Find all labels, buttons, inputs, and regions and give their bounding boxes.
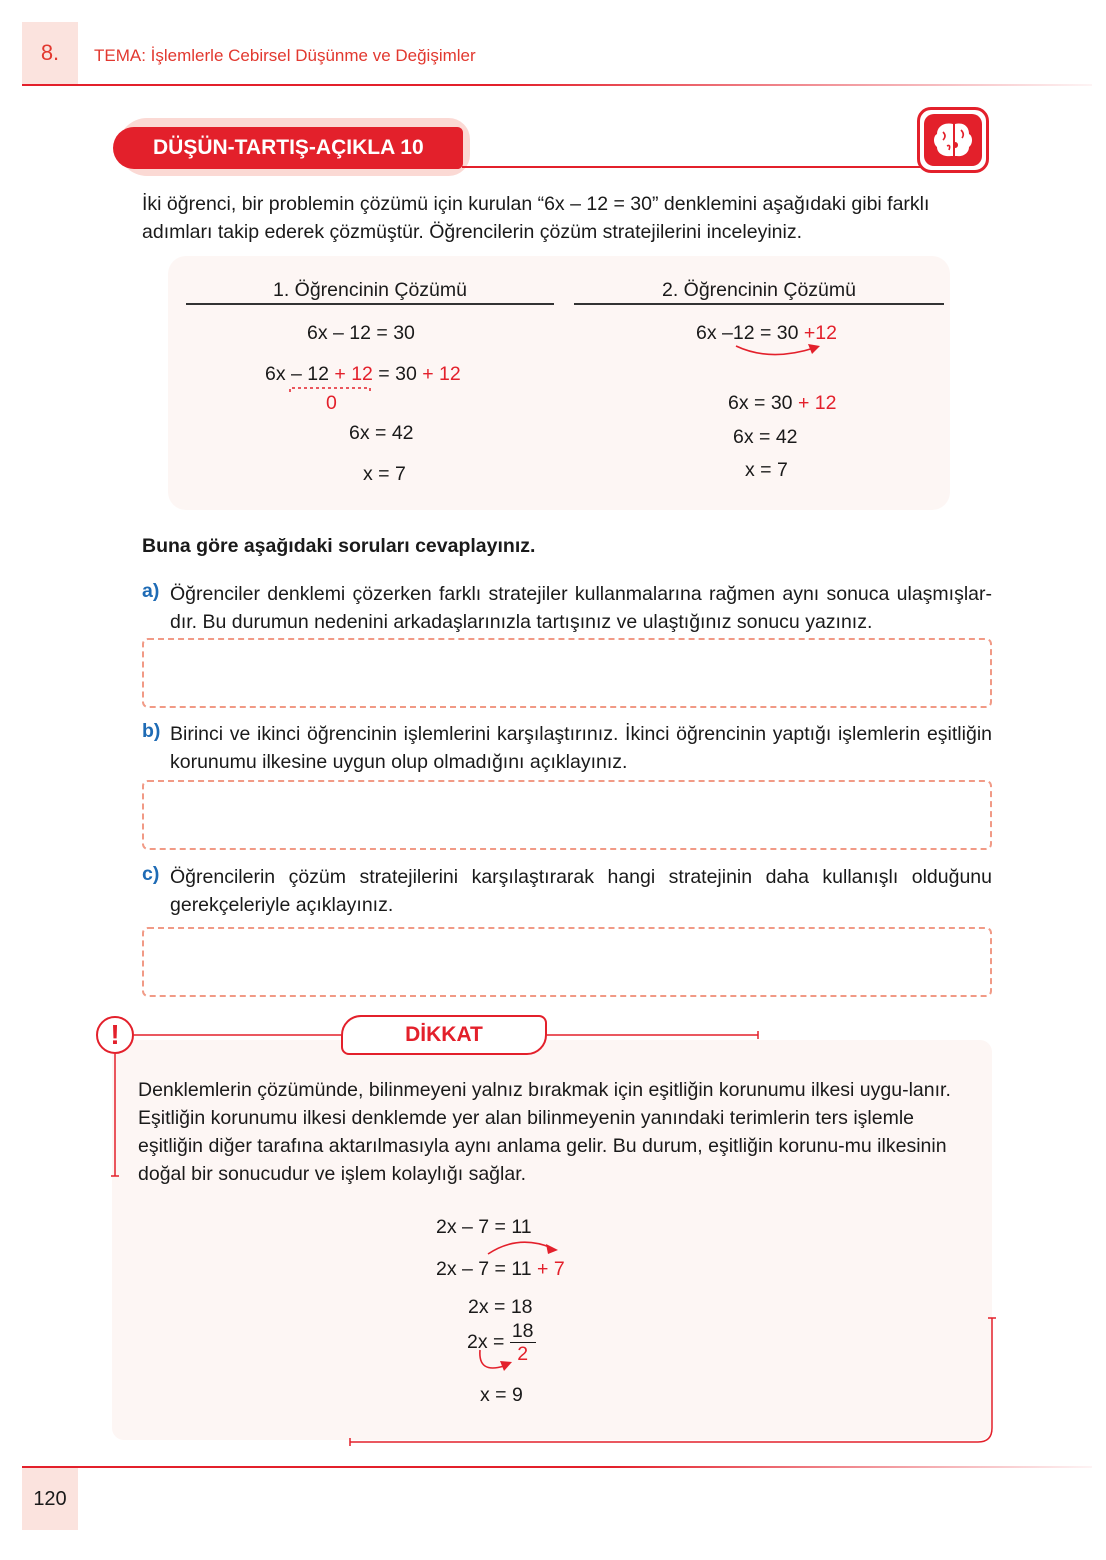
question-a-letter: a) <box>142 580 160 602</box>
exclamation-icon: ! <box>96 1016 134 1054</box>
footer-divider <box>22 1466 1092 1468</box>
page-number: 120 <box>22 1468 78 1530</box>
warning-text: Denklemlerin çözümünde, bilinmeyeni yalnız bırakmak için eşitliğin korunumu ilkesi uygu-lanır. Eşitliğin korunumu ilkesi denklemde yer alan bilinmeyenin yanındaki terimlerin ters işlemle eşitliğin diğer tarafına aktarılmasıyla aynı anlama gelir. Bu durum, eşitliğin korunu-mu ilkesinin doğal bir sonucudur ve işlem kolaylığı sağlar. <box>138 1079 951 1185</box>
question-c-letter: c) <box>142 863 160 885</box>
s1-equation-4: x = 7 <box>363 463 406 485</box>
s2-equation-2: 6x = 30 + 12 <box>728 392 837 414</box>
s1-equation-3: 6x = 42 <box>349 422 414 444</box>
s1-zero: 0 <box>326 392 337 414</box>
example-equation-1: 2x – 7 = 11 <box>436 1216 532 1238</box>
s1-equation-1: 6x – 12 = 30 <box>307 322 415 344</box>
section-title: DÜŞÜN-TARTIŞ-AÇIKLA 10 <box>113 127 463 169</box>
example-equation-4: 2x = $\frac{18}{2}$ <box>467 1320 534 1365</box>
s1-equation-2: 6x – 12 + 12 = 30 + 12 <box>265 363 461 385</box>
questions-prompt: Buna göre aşağıdaki soruları cevaplayınız. <box>142 535 536 557</box>
grade-number: 8. <box>22 22 78 84</box>
s2-equation-1: 6x –12 = 30 +12 <box>696 322 837 344</box>
solution2-heading: 2. Öğrencinin Çözümü <box>661 279 856 301</box>
question-b-text: Birinci ve ikinci öğrencinin işlemlerini karşılaştırınız. İkinci öğrencinin yaptığı işlemlerin eşitliğin korunumu ilkesine uygun olup olmadığını açıklayınız. <box>170 723 992 773</box>
example-division-arrow <box>474 1348 518 1378</box>
question-b-letter: b) <box>142 720 161 742</box>
solution1-heading: 1. Öğrencinin Çözümü <box>272 279 467 301</box>
s2-equation-4: x = 7 <box>745 459 788 481</box>
example-fraction: $\frac{18}{2}$ <box>511 1320 534 1365</box>
question-a-text: Öğrenciler denklemi çözerken farklı stratejiler kullanmalarına rağmen aynı sonuca ulaşmışlar-dır. Bu durumun nedenini arkadaşlarınızla tartışınız ve ulaştığınız sonucu yazınız. <box>170 583 992 633</box>
example-transfer-arrow <box>484 1236 564 1258</box>
s2-equation-3: 6x = 42 <box>733 426 798 448</box>
example-equation-3: 2x = 18 <box>468 1296 533 1318</box>
example-equation-5: x = 9 <box>480 1384 523 1406</box>
intro-paragraph: İki öğrenci, bir problemin çözümü için kurulan “6x – 12 = 30” denklemini aşağıdaki gibi farklı adımları takip ederek çözmüştür. Öğrencilerin çözüm stratejilerini inceleyiniz. <box>142 193 930 243</box>
question-c-text: Öğrencilerin çözüm stratejilerini karşılaştırarak hangi stratejinin daha kullanışlı olduğunu gerekçeleriyle açıklayınız. <box>170 866 992 916</box>
theme-title: TEMA: İşlemlerle Cebirsel Düşünme ve Değişimler <box>94 46 476 65</box>
example-equation-2: 2x – 7 = 11 + 7 <box>436 1258 565 1280</box>
warning-title: DİKKAT <box>341 1015 547 1055</box>
